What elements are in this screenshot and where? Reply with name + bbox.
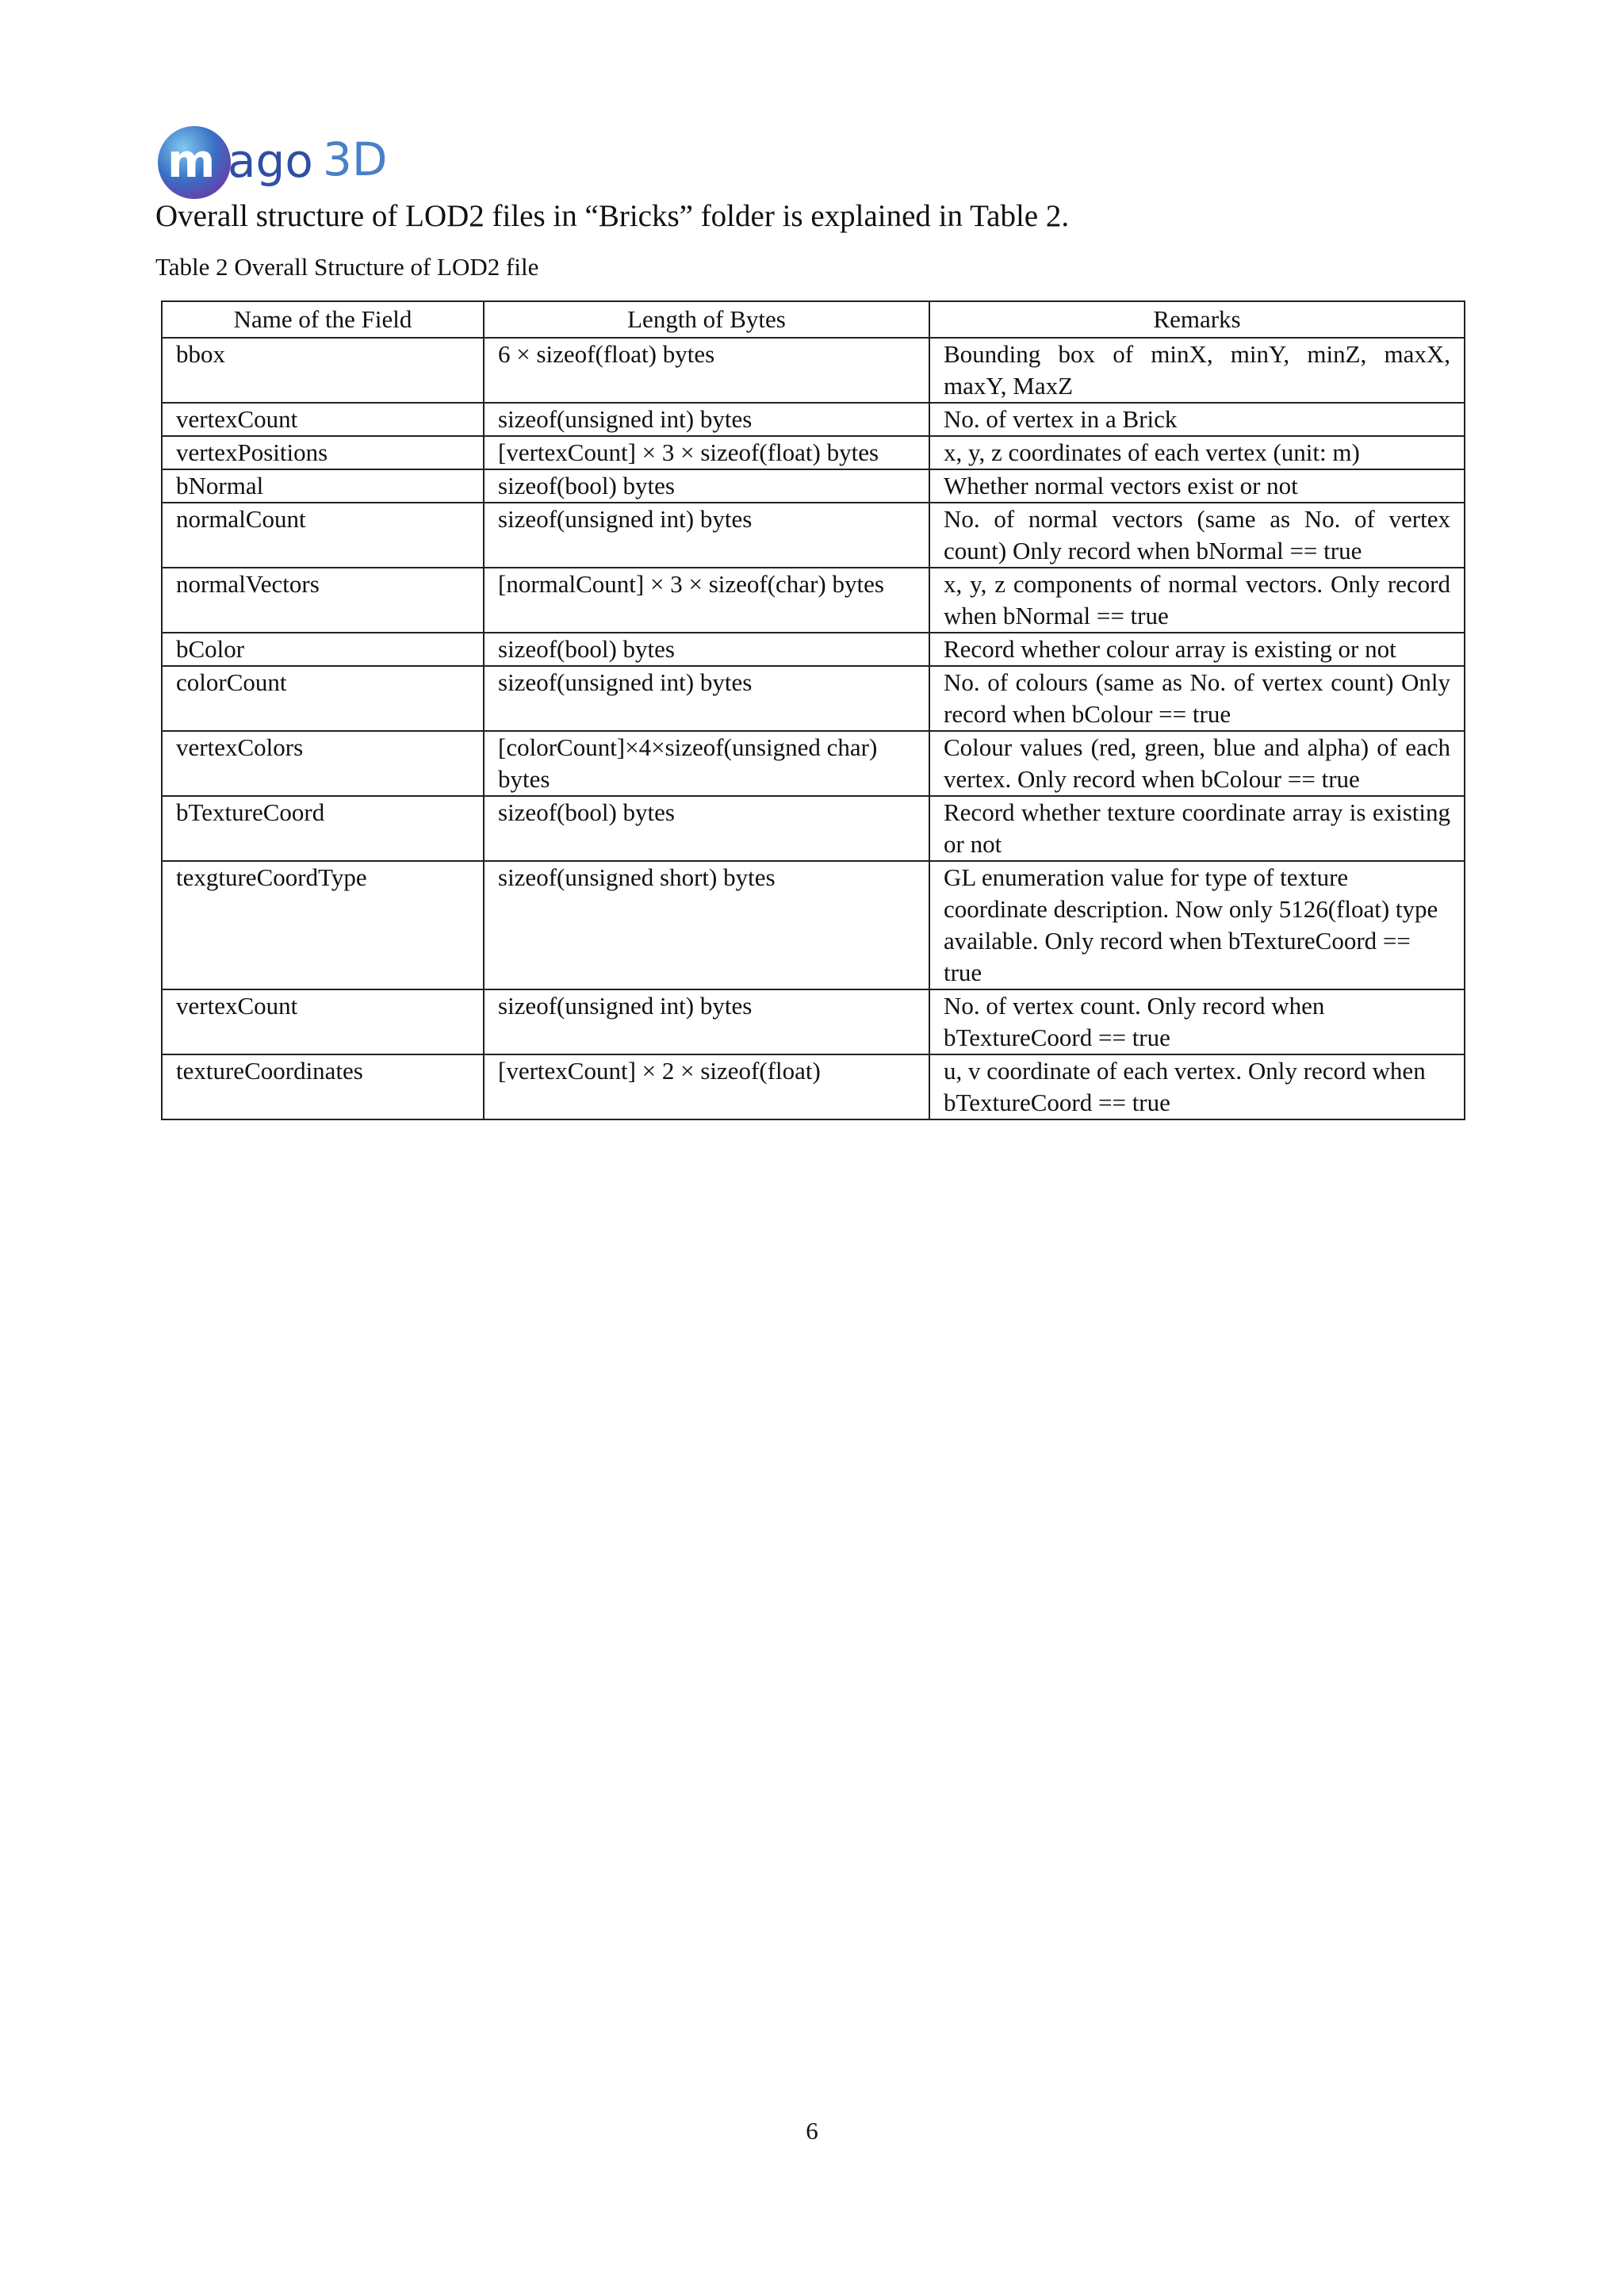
- cell-length: 6 × sizeof(float) bytes: [484, 338, 929, 403]
- cell-length: [colorCount]×4×sizeof(unsigned char) bytes: [484, 731, 929, 796]
- cell-field: bNormal: [162, 469, 484, 503]
- cell-field: textureCoordinates: [162, 1054, 484, 1119]
- table-row: [162, 666, 1465, 731]
- cell-remarks: Colour values (red, green, blue and alpha) of each vertex. Only record when bColour == true: [929, 731, 1465, 796]
- table-row: [162, 1054, 1465, 1119]
- section-heading: Overall structure of LOD2 files in “Bricks” folder is explained in Table 2.: [155, 199, 1070, 233]
- cell-remarks: x, y, z components of normal vectors. Only record when bNormal == true: [929, 568, 1465, 633]
- cell-remarks: GL enumeration value for type of texture coordinate description. Now only 5126(float) type available. Only record when bTextureCoord == true: [929, 861, 1465, 989]
- cell-remarks: Whether normal vectors exist or not: [929, 469, 1465, 503]
- cell-remarks: Bounding box of minX, minY, minZ, maxX, maxY, MaxZ: [929, 338, 1465, 403]
- cell-length: [vertexCount] × 3 × sizeof(float) bytes: [484, 436, 929, 469]
- cell-remarks: Record whether texture coordinate array is existing or not: [929, 796, 1465, 861]
- table-row: [162, 731, 1465, 796]
- header-length-of-bytes: Length of Bytes: [484, 301, 929, 338]
- cell-length: sizeof(unsigned int) bytes: [484, 666, 929, 731]
- cell-length: sizeof(bool) bytes: [484, 796, 929, 861]
- cell-length: sizeof(unsigned int) bytes: [484, 503, 929, 568]
- table-row: [162, 503, 1465, 568]
- cell-field: vertexCount: [162, 989, 484, 1054]
- table-row: [162, 796, 1465, 861]
- cell-length: sizeof(unsigned short) bytes: [484, 861, 929, 989]
- cell-field: vertexCount: [162, 403, 484, 436]
- cell-field: normalVectors: [162, 568, 484, 633]
- cell-length: [vertexCount] × 2 × sizeof(float): [484, 1054, 929, 1119]
- page-number: 6: [806, 2117, 818, 2145]
- cell-remarks: No. of vertex count. Only record when bTextureCoord == true: [929, 989, 1465, 1054]
- cell-field: normalCount: [162, 503, 484, 568]
- logo-text-ago: ago: [228, 134, 313, 188]
- cell-length: sizeof(unsigned int) bytes: [484, 989, 929, 1054]
- cell-field: bbox: [162, 338, 484, 403]
- cell-field: colorCount: [162, 666, 484, 731]
- header-remarks: Remarks: [929, 301, 1465, 338]
- cell-remarks: No. of normal vectors (same as No. of vertex count) Only record when bNormal == true: [929, 503, 1465, 568]
- table-row: [162, 403, 1465, 436]
- table-row: [162, 633, 1465, 666]
- cell-field: bColor: [162, 633, 484, 666]
- table-header-row: [162, 301, 1465, 338]
- mago3d-logo: [156, 123, 410, 202]
- header-field-name: Name of the Field: [162, 301, 484, 338]
- logo-text-m: m: [167, 134, 216, 188]
- cell-remarks: x, y, z coordinates of each vertex (unit: m): [929, 436, 1465, 469]
- cell-remarks: No. of colours (same as No. of vertex count) Only record when bColour == true: [929, 666, 1465, 731]
- table-row: [162, 469, 1465, 503]
- table-row: [162, 436, 1465, 469]
- logo-text-3d: 3D: [323, 132, 388, 186]
- table-row: [162, 568, 1465, 633]
- cell-remarks: No. of vertex in a Brick: [929, 403, 1465, 436]
- cell-field: vertexColors: [162, 731, 484, 796]
- table-caption: Table 2 Overall Structure of LOD2 file: [155, 253, 539, 281]
- cell-length: [normalCount] × 3 × sizeof(char) bytes: [484, 568, 929, 633]
- cell-remarks: Record whether colour array is existing or not: [929, 633, 1465, 666]
- cell-remarks: u, v coordinate of each vertex. Only record when bTextureCoord == true: [929, 1054, 1465, 1119]
- cell-length: sizeof(bool) bytes: [484, 469, 929, 503]
- cell-field: vertexPositions: [162, 436, 484, 469]
- lod2-structure-table: [161, 300, 1465, 1120]
- cell-field: texgtureCoordType: [162, 861, 484, 989]
- cell-field: bTextureCoord: [162, 796, 484, 861]
- cell-length: sizeof(unsigned int) bytes: [484, 403, 929, 436]
- table-row: [162, 338, 1465, 403]
- table-row: [162, 861, 1465, 989]
- table-row: [162, 989, 1465, 1054]
- cell-length: sizeof(bool) bytes: [484, 633, 929, 666]
